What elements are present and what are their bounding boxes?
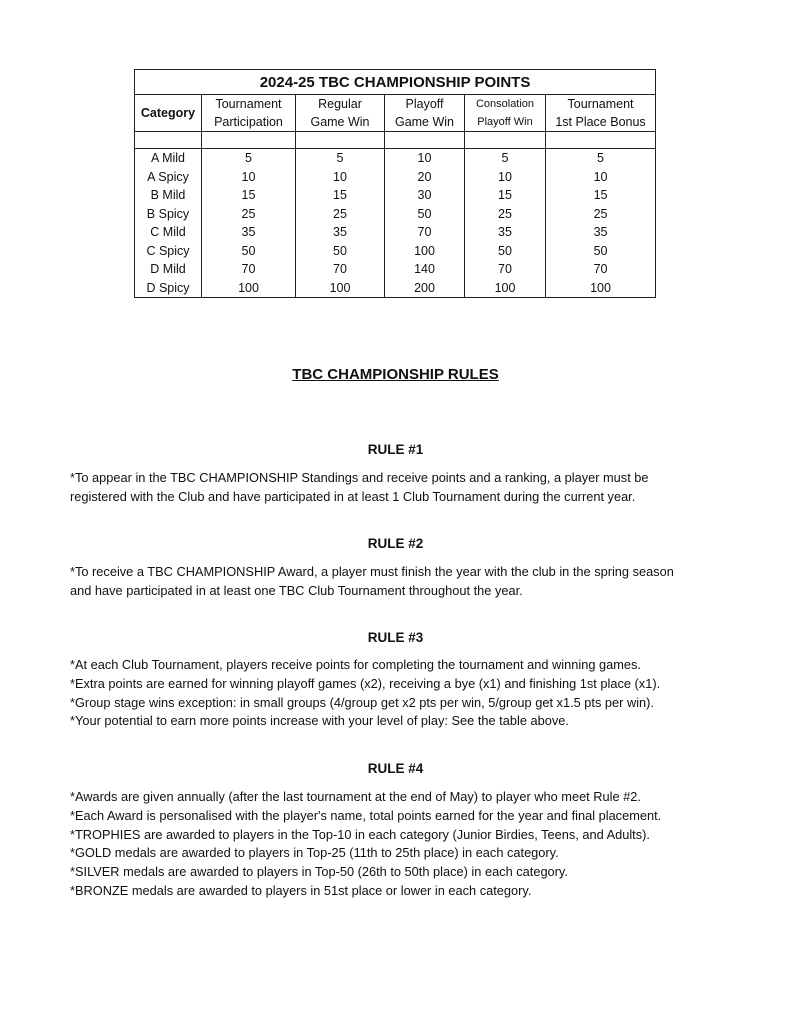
rule-line: *At each Club Tournament, players receive points for completing the tournament and winning games. bbox=[70, 657, 641, 672]
rule-line: *Awards are given annually (after the last tournament at the end of May) to player who meet Rule #2. bbox=[70, 789, 641, 804]
points-cell: 35 bbox=[296, 223, 385, 242]
table-row bbox=[135, 149, 656, 168]
points-cell: 25 bbox=[296, 205, 385, 224]
rule-line: *Each Award is personalised with the player's name, total points earned for the year and final placement. bbox=[70, 807, 662, 823]
column-header-category: Category bbox=[135, 95, 202, 132]
points-cell: 10 bbox=[546, 168, 656, 187]
points-cell: 100 bbox=[296, 279, 385, 298]
points-cell: 25 bbox=[465, 205, 546, 224]
category-cell: A Spicy bbox=[135, 168, 202, 187]
points-cell: 15 bbox=[465, 186, 546, 205]
rule-text bbox=[70, 563, 760, 601]
rule-line: *SILVER medals are awarded to players in Top-50 (26th to 50th place) in each category. bbox=[70, 864, 568, 880]
table-row bbox=[135, 205, 656, 224]
points-cell: 35 bbox=[546, 223, 656, 242]
rule-text bbox=[70, 469, 760, 507]
rules-title: TBC CHAMPIONSHIP RULES bbox=[292, 366, 499, 383]
category-cell: A Mild bbox=[135, 149, 202, 168]
rule-line: *TROPHIES are awarded to players in the Top-10 in each category (Junior Birdies, Teens, and Adults). bbox=[70, 826, 650, 842]
points-cell: 5 bbox=[546, 149, 656, 168]
championship-points-table bbox=[134, 69, 656, 298]
table-row bbox=[135, 186, 656, 205]
column-header-first-place-bonus: Tournament 1st Place Bonus bbox=[546, 95, 656, 132]
points-cell: 10 bbox=[465, 168, 546, 187]
rule-line: *To appear in the TBC CHAMPIONSHIP Standings and receive points and a ranking, a player must be bbox=[70, 470, 649, 485]
points-cell: 50 bbox=[296, 242, 385, 261]
points-cell: 50 bbox=[202, 242, 296, 261]
points-cell: 200 bbox=[385, 279, 465, 298]
points-cell: 140 bbox=[385, 260, 465, 279]
rule-line: *Group stage wins exception: in small groups (4/group get x2 pts per win, 5/group get x1.5 pts per win). bbox=[70, 694, 654, 710]
points-cell: 20 bbox=[385, 168, 465, 187]
points-cell: 30 bbox=[385, 186, 465, 205]
category-cell: C Mild bbox=[135, 223, 202, 242]
category-cell: C Spicy bbox=[135, 242, 202, 261]
points-cell: 15 bbox=[296, 186, 385, 205]
category-cell: B Spicy bbox=[135, 205, 202, 224]
points-cell: 70 bbox=[546, 260, 656, 279]
points-cell: 35 bbox=[465, 223, 546, 242]
rule-heading: RULE #3 bbox=[367, 630, 424, 645]
rule-heading: RULE #4 bbox=[367, 761, 424, 776]
points-cell: 100 bbox=[202, 279, 296, 298]
column-header-playoff-win: Playoff Game Win bbox=[385, 95, 465, 132]
points-cell: 70 bbox=[296, 260, 385, 279]
rule-text bbox=[70, 656, 760, 731]
points-cell: 50 bbox=[465, 242, 546, 261]
category-cell: D Mild bbox=[135, 260, 202, 279]
rule-heading: RULE #2 bbox=[367, 536, 424, 551]
rule-line: *BRONZE medals are awarded to players in 51st place or lower in each category. bbox=[70, 882, 532, 898]
points-cell: 100 bbox=[465, 279, 546, 298]
rule-line: *Your potential to earn more points increase with your level of play: See the table above. bbox=[70, 713, 569, 729]
table-row bbox=[135, 260, 656, 279]
points-cell: 50 bbox=[385, 205, 465, 224]
rule-line: *GOLD medals are awarded to players in Top-25 (11th to 25th place) in each category. bbox=[70, 845, 559, 861]
points-cell: 5 bbox=[296, 149, 385, 168]
column-header-consolation-win: Consolation Playoff Win bbox=[465, 95, 546, 132]
category-cell: B Mild bbox=[135, 186, 202, 205]
table-row bbox=[135, 223, 656, 242]
points-cell: 100 bbox=[546, 279, 656, 298]
rule-line: and have participated in at least one TBC Club Tournament throughout the year. bbox=[70, 582, 523, 598]
column-header-regular-win: Regular Game Win bbox=[296, 95, 385, 132]
points-cell: 5 bbox=[465, 149, 546, 168]
points-cell: 15 bbox=[546, 186, 656, 205]
column-header-participation: Tournament Participation bbox=[202, 95, 296, 132]
points-cell: 5 bbox=[202, 149, 296, 168]
table-row bbox=[135, 242, 656, 261]
table-body bbox=[135, 149, 656, 298]
category-cell: D Spicy bbox=[135, 279, 202, 298]
rule-heading: RULE #1 bbox=[367, 442, 424, 457]
rule-text bbox=[70, 788, 760, 901]
points-cell: 50 bbox=[546, 242, 656, 261]
rule-line: *Extra points are earned for winning playoff games (x2), receiving a bye (x1) and finishing 1st place (x1). bbox=[70, 675, 661, 691]
points-cell: 35 bbox=[202, 223, 296, 242]
points-cell: 70 bbox=[202, 260, 296, 279]
table-header-row bbox=[135, 95, 656, 132]
table-row bbox=[135, 279, 656, 298]
points-cell: 15 bbox=[202, 186, 296, 205]
points-cell: 70 bbox=[465, 260, 546, 279]
rule-line: registered with the Club and have participated in at least 1 Club Tournament during the current year. bbox=[70, 488, 636, 504]
table-title: 2024-25 TBC CHAMPIONSHIP POINTS bbox=[135, 70, 656, 95]
points-cell: 10 bbox=[385, 149, 465, 168]
points-cell: 100 bbox=[385, 242, 465, 261]
table-row bbox=[135, 168, 656, 187]
points-cell: 10 bbox=[296, 168, 385, 187]
points-cell: 70 bbox=[385, 223, 465, 242]
points-cell: 25 bbox=[546, 205, 656, 224]
points-cell: 10 bbox=[202, 168, 296, 187]
rule-line: *To receive a TBC CHAMPIONSHIP Award, a player must finish the year with the club in the spring season bbox=[70, 564, 674, 579]
points-cell: 25 bbox=[202, 205, 296, 224]
table-spacer-row bbox=[135, 132, 656, 149]
